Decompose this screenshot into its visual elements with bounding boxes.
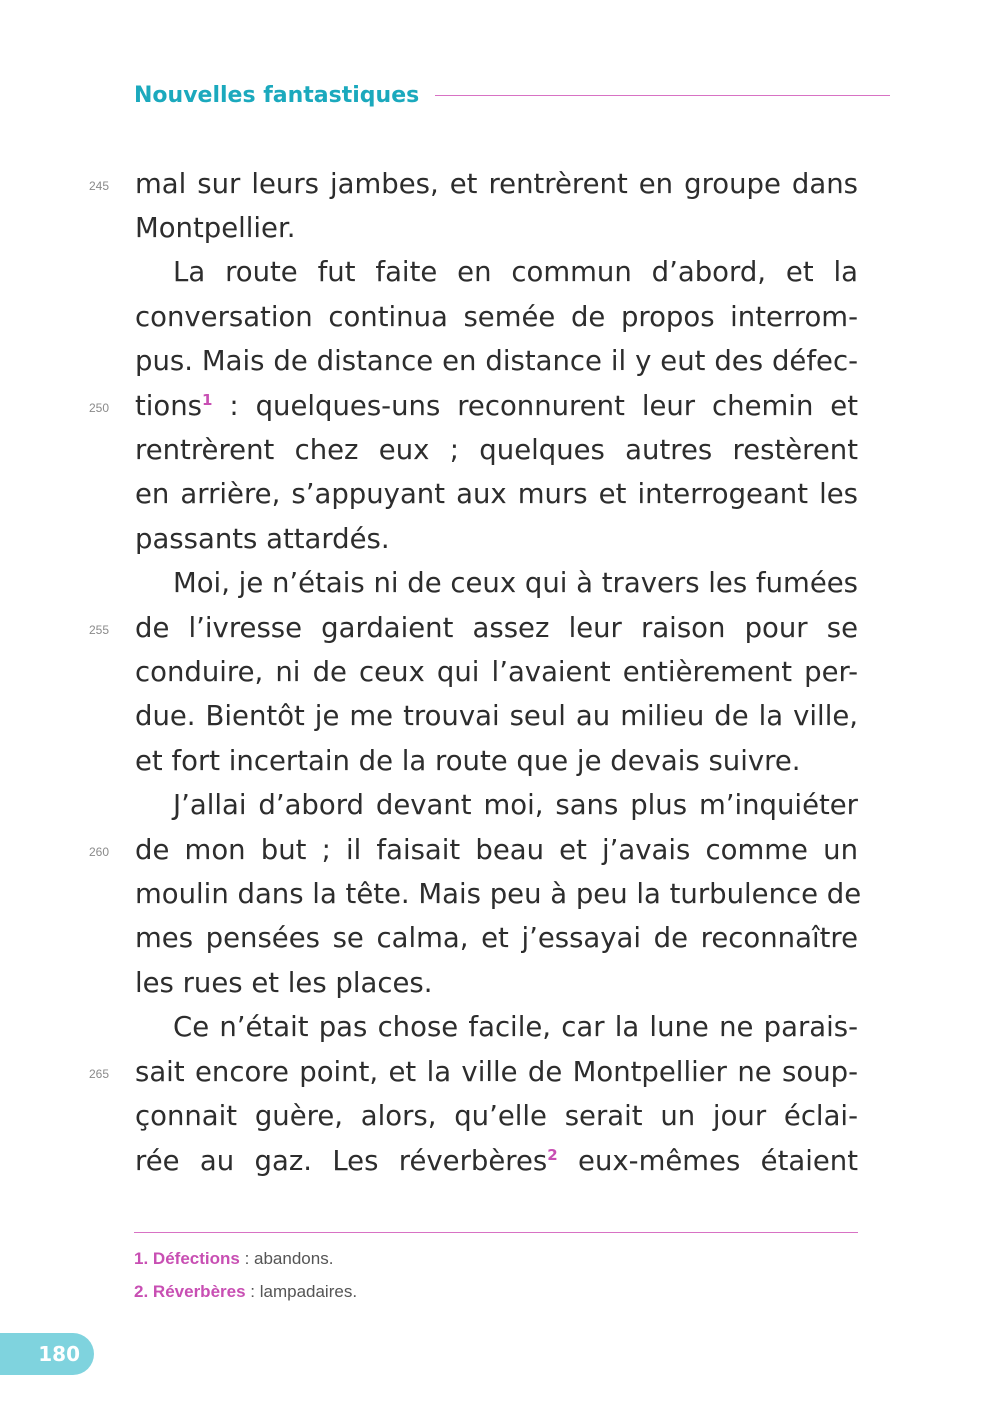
footnote-1	[134, 1249, 333, 1269]
running-header	[134, 78, 890, 112]
text-line: conversation continua semée de propos interrom-	[135, 301, 858, 333]
footnote-term: Réverbères	[152, 1282, 246, 1301]
footnote-2	[134, 1282, 357, 1302]
footnote-ref-1[interactable]: 1	[202, 391, 213, 409]
header-rule	[435, 95, 890, 96]
text-line: et fort incertain de la route que je devais suivre.	[135, 745, 801, 777]
paragraph-start: J’allai d’abord devant moi, sans plus m’inquiéter	[173, 789, 858, 821]
text-line: rentrèrent chez eux ; quelques autres restèrent	[135, 434, 858, 466]
paragraph-start: La route fut faite en commun d’abord, et la	[173, 256, 858, 288]
text-line: sait encore point, et la ville de Montpellier ne soup-	[135, 1056, 858, 1088]
page-number-tab	[0, 1333, 94, 1375]
text-line: Montpellier.	[135, 212, 296, 244]
text-line: mes pensées se calma, et j’essayai de reconnaître	[135, 922, 858, 954]
text-line: moulin dans la tête. Mais peu à peu la turbulence de	[135, 878, 862, 910]
text-fragment: : quelques-uns reconnurent leur chemin et	[212, 390, 858, 422]
footnote-definition: : abandons.	[239, 1249, 334, 1268]
footnote-number: 2.	[134, 1282, 149, 1301]
text-line: mal sur leurs jambes, et rentrèrent en groupe dans	[135, 168, 858, 200]
text-line: conduire, ni de ceux qui l’avaient entièrement per-	[135, 656, 858, 688]
text-fragment: eux-mêmes étaient	[557, 1145, 858, 1177]
text-line: çonnait guère, alors, qu’elle serait un jour éclai-	[135, 1100, 858, 1132]
line-number-260: 260	[89, 845, 110, 859]
text-line: en arrière, s’appuyant aux murs et interrogeant les	[135, 478, 858, 510]
footnote-number: 1.	[134, 1249, 149, 1268]
text-line: passants attardés.	[135, 523, 390, 555]
text-fragment: rée au gaz. Les réverbères	[135, 1145, 548, 1177]
line-number-245: 245	[89, 179, 110, 193]
text-line: due. Bientôt je me trouvai seul au milieu de la ville,	[135, 700, 858, 732]
footnote-ref-2[interactable]: 2	[547, 1146, 558, 1164]
paragraph-start: Ce n’était pas chose facile, car la lune ne parais-	[173, 1011, 858, 1043]
line-number-265: 265	[89, 1067, 110, 1081]
footnote-term: Défections	[152, 1249, 240, 1268]
text-line: de l’ivresse gardaient assez leur raison pour se	[135, 612, 858, 644]
paragraph-start: Moi, je n’étais ni de ceux qui à travers les fumées	[173, 567, 858, 599]
text-line	[135, 384, 858, 428]
text-fragment: tions	[135, 390, 203, 422]
footnote-divider	[134, 1232, 858, 1233]
line-number-250: 250	[89, 401, 110, 415]
footnote-definition: : lampadaires.	[245, 1282, 358, 1301]
line-number-255: 255	[89, 623, 110, 637]
book-title: Nouvelles fantastiques	[134, 82, 420, 108]
page-number: 180	[38, 1342, 80, 1366]
text-line: les rues et les places.	[135, 967, 433, 999]
text-line: pus. Mais de distance en distance il y eut des défec-	[135, 345, 858, 377]
text-line	[135, 1139, 858, 1183]
text-line: de mon but ; il faisait beau et j’avais comme un	[135, 834, 858, 866]
